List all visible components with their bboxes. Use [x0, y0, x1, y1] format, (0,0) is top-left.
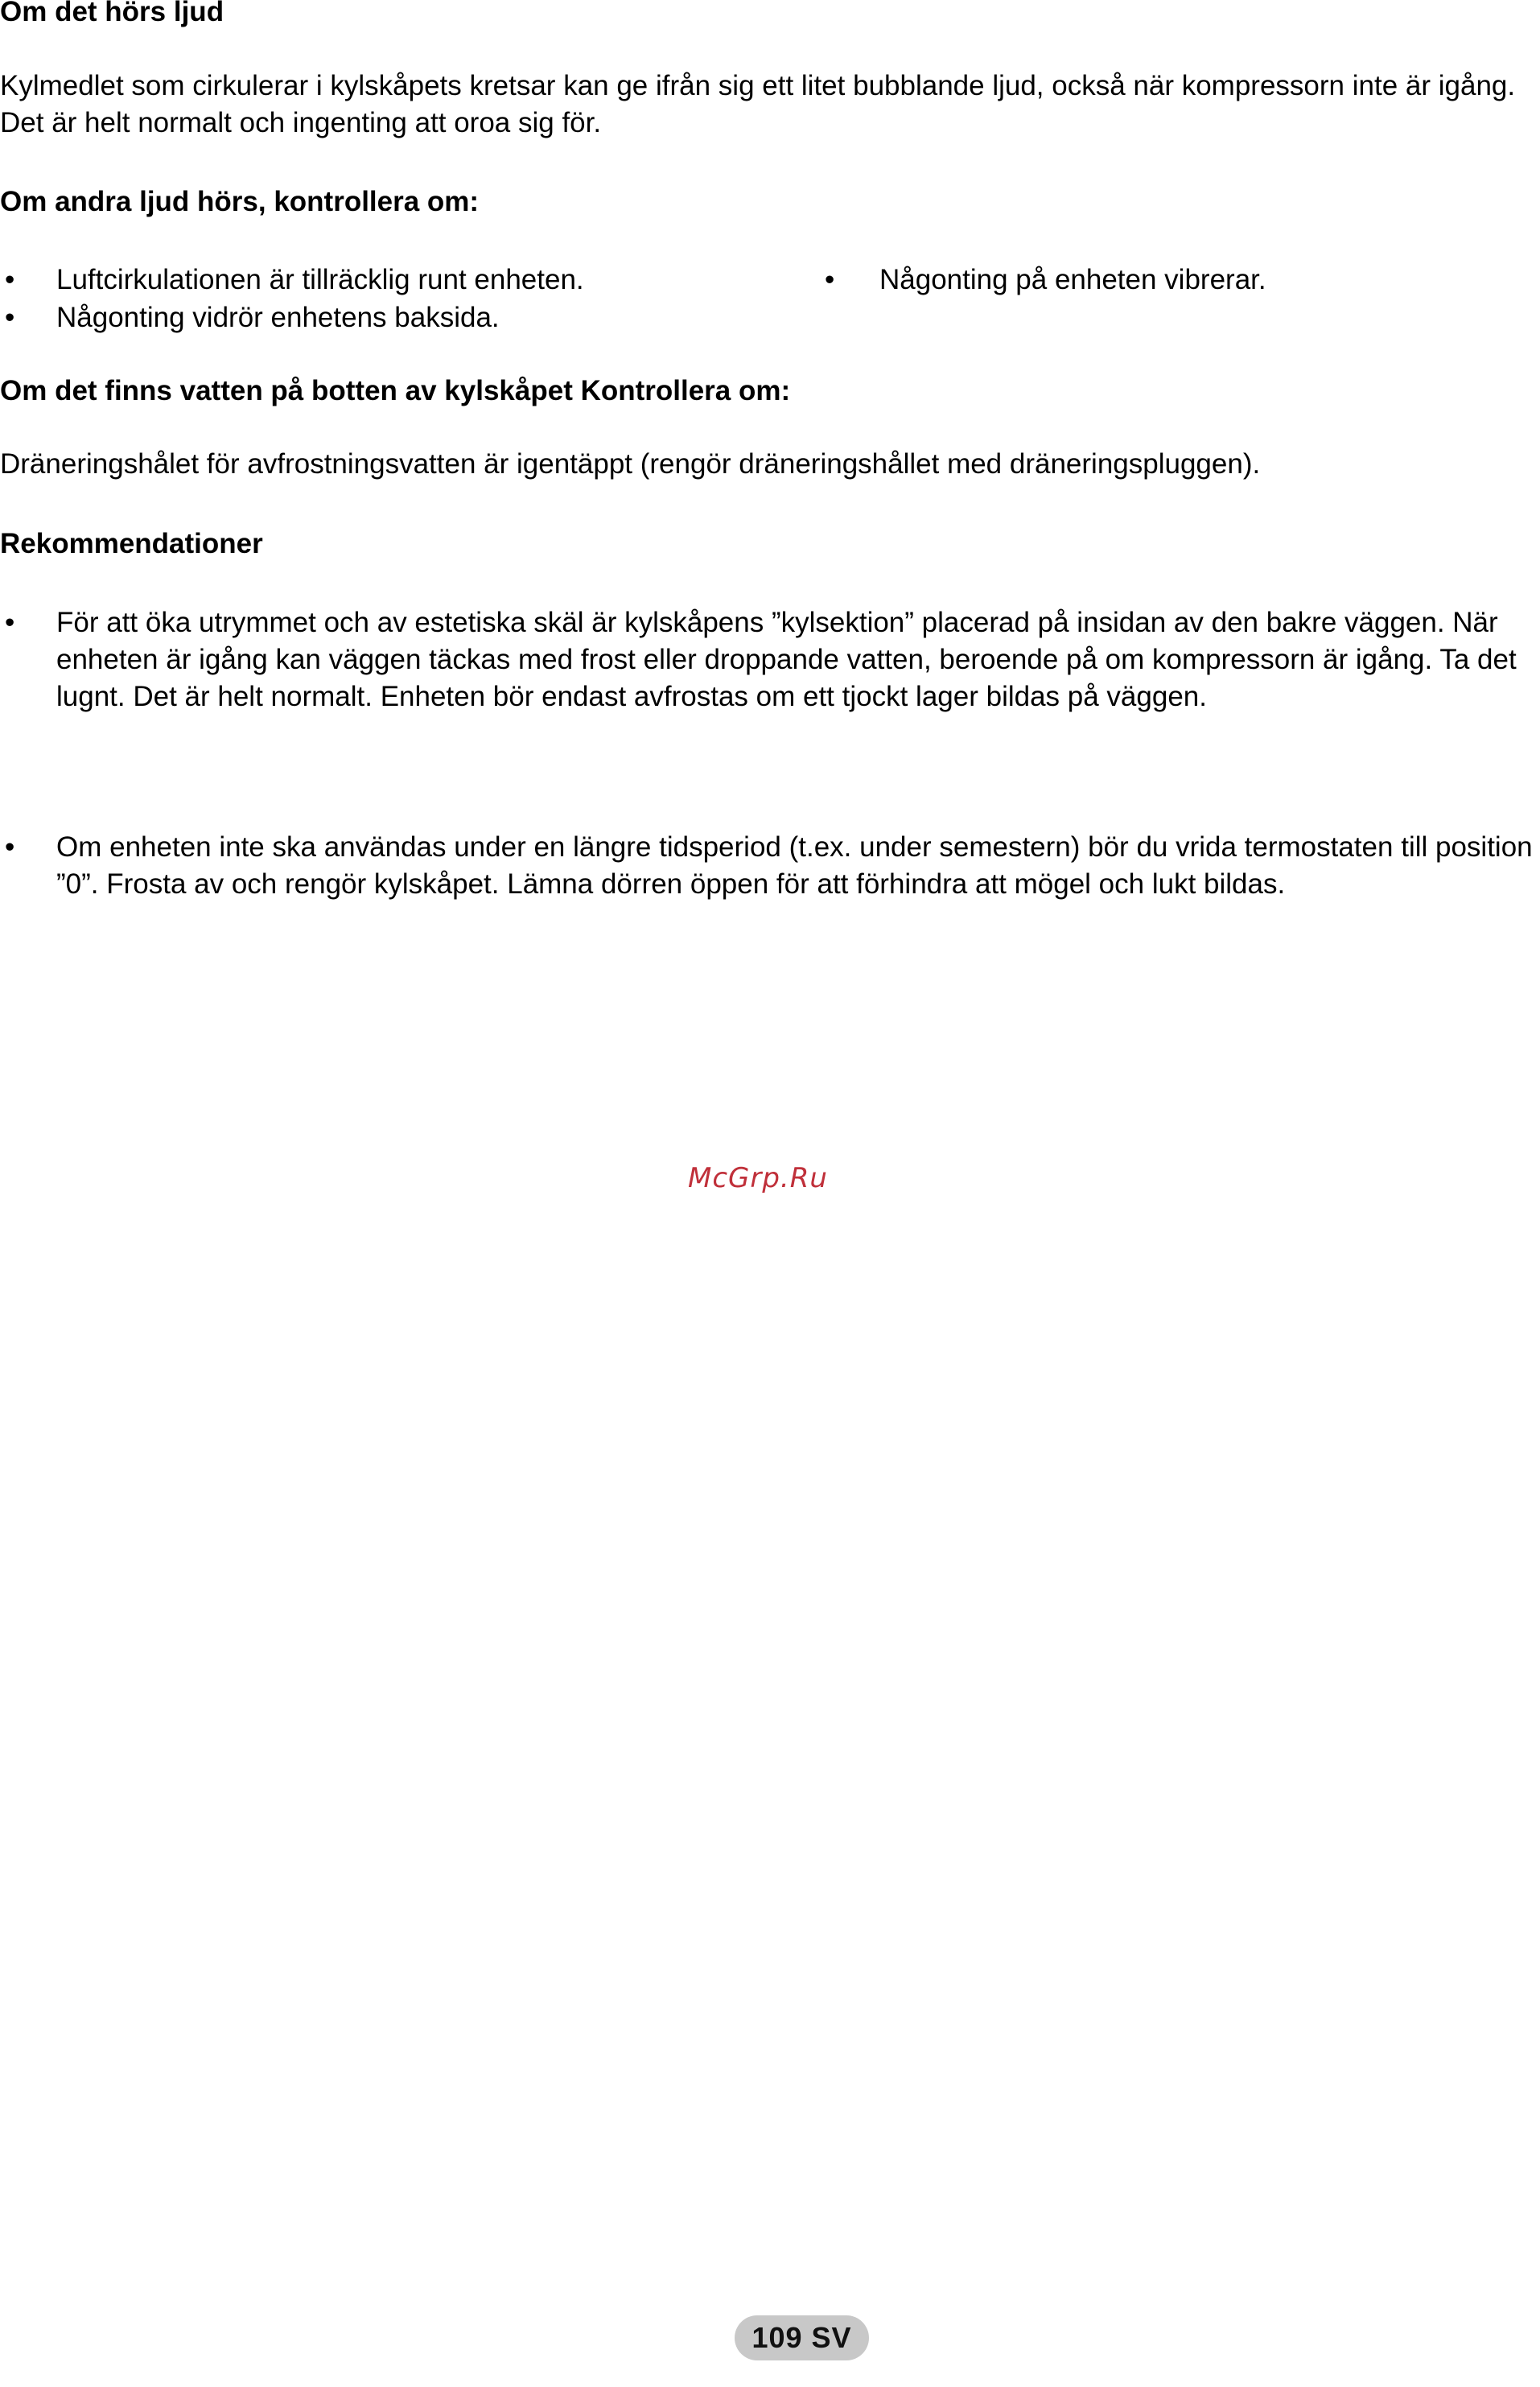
bullet-marker: •	[5, 607, 15, 638]
paragraph-sound: Kylmedlet som cirkulerar i kylskåpets kretsar kan ge ifrån sig ett litet bubblande ljud, också när kompressorn inte är igång. Det är helt normalt och ingenting att oroa sig för.	[0, 70, 1516, 138]
list-item-air-circulation: Luftcirkulationen är tillräcklig runt enheten.	[56, 264, 584, 295]
heading-sound: Om det hörs ljud	[0, 0, 224, 27]
page-number-badge: 109 SV	[735, 2315, 869, 2360]
list-item-cooling-section: För att öka utrymmet och av estetiska skäl är kylskåpens ”kylsektion” placerad på insidan av den bakre väggen. När enheten är igång kan väggen täckas med frost eller droppande vatten, beroende på om kompressorn är igång. Ta det lugnt. Det är helt normalt. Enheten bör endast avfrostas om ett tjockt lager bildas på väggen.	[56, 607, 1517, 712]
heading-other-sounds: Om andra ljud hörs, kontrollera om:	[0, 186, 480, 217]
list-item-back-contact: Någonting vidrör enhetens baksida.	[56, 302, 500, 333]
bullet-marker: •	[825, 264, 835, 295]
paragraph-water: Dräneringshålet för avfrostningsvatten är igentäppt (rengör dräneringshållet med dräneringspluggen).	[0, 448, 1261, 480]
list-item-vibration: Någonting på enheten vibrerar.	[879, 264, 1266, 295]
bullet-marker: •	[5, 264, 15, 295]
list-item-long-absence: Om enheten inte ska användas under en längre tidsperiod (t.ex. under semestern) bör du vrida termostaten till position ”0”. Frosta av och rengör kylskåpet. Lämna dörren öppen för att förhindra att mögel och lukt bildas.	[56, 831, 1533, 900]
heading-water: Om det finns vatten på botten av kylskåpet Kontrollera om:	[0, 375, 791, 406]
bullet-marker: •	[5, 831, 15, 863]
watermark-text: McGrp.Ru	[688, 1162, 828, 1194]
bullet-marker: •	[5, 302, 15, 333]
heading-recommendations: Rekommendationer	[0, 528, 263, 559]
